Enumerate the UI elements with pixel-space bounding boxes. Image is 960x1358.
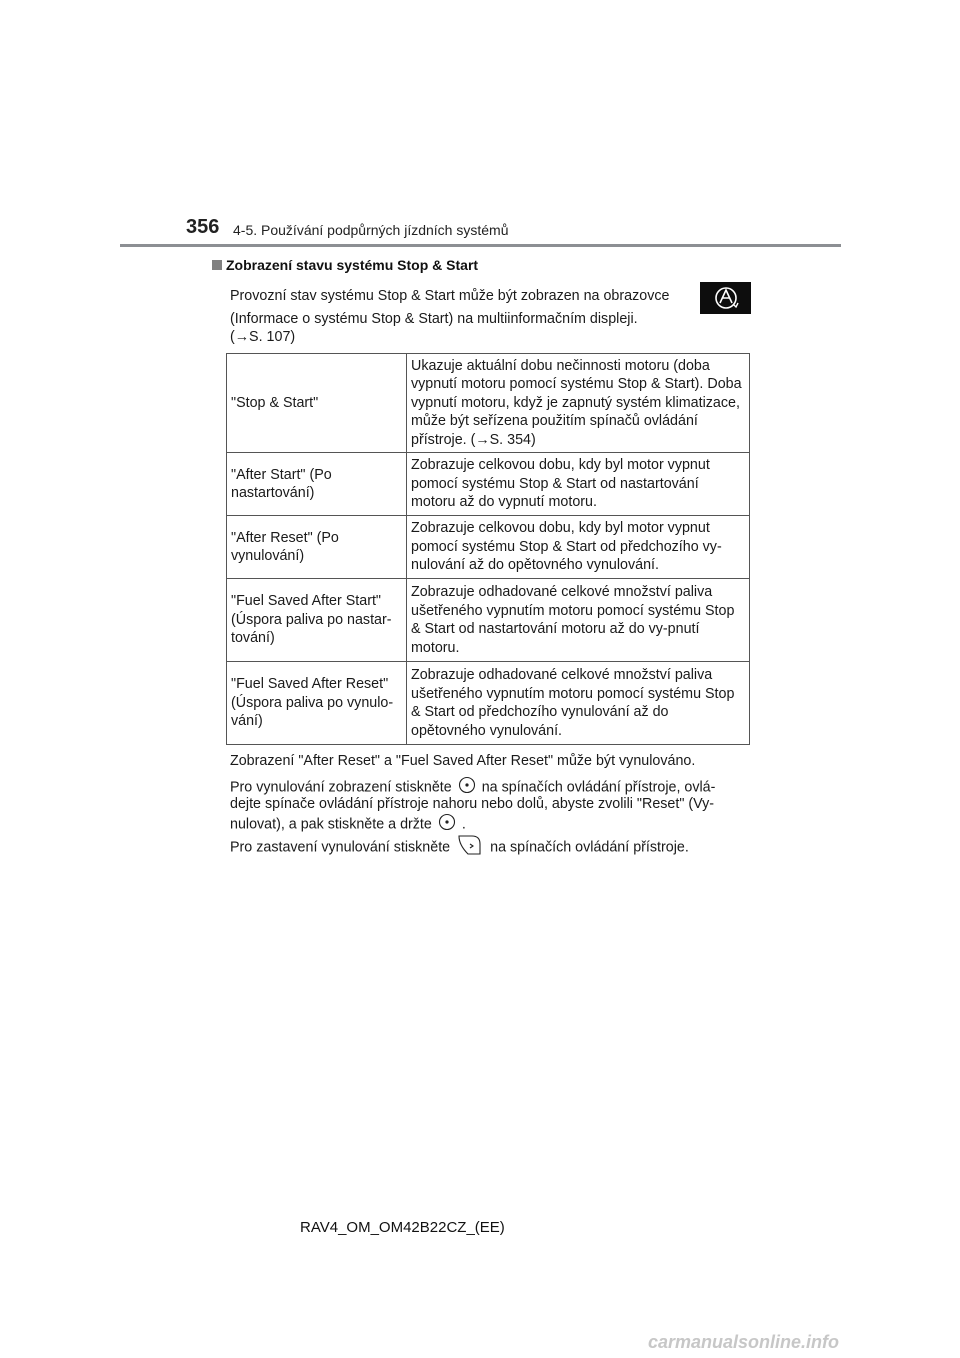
- back-button-icon: [456, 834, 484, 862]
- table-cell-desc: Zobrazuje celkovou dobu, kdy byl motor vypnut pomocí systému Stop & Start od nastartování motoru až do vypnutí motoru.: [407, 453, 750, 516]
- reset-note: Zobrazení "After Reset" a "Fuel Saved After Reset" může být vynulováno.: [230, 753, 696, 769]
- reset-text-e: .: [461, 816, 466, 833]
- table-cell-label: "Stop & Start": [227, 354, 407, 453]
- table-row: [227, 516, 750, 579]
- intro-line-3: (→S. 107): [230, 329, 296, 345]
- table-cell-desc: Zobrazuje celkovou dobu, kdy byl motor vypnut pomocí systému Stop & Start od předchozího vy-nulování až do opětovného vynulování.: [407, 516, 750, 579]
- table-row: [227, 579, 750, 662]
- table-row: [227, 453, 750, 516]
- table-cell-desc: Zobrazuje odhadované celkové množství paliva ušetřeného vypnutím motoru pomocí systému Stop & Start od předchozího vynulování až do opětovného vynulování.: [407, 662, 750, 745]
- section-title: 4-5. Používání podpůrných jízdních systémů: [233, 222, 509, 238]
- page-number: 356: [186, 216, 220, 238]
- stop-start-info-table: [226, 353, 750, 745]
- subheading: [212, 257, 478, 273]
- reset-text-d: nulovat), a pak stiskněte a držte: [230, 816, 432, 833]
- stop-text-a: Pro zastavení vynulování stiskněte: [230, 839, 451, 856]
- header-rule: [120, 244, 841, 247]
- watermark: carmanualsonline.info: [648, 1332, 840, 1352]
- table-cell-label: "After Start" (Po nastartování): [227, 453, 407, 516]
- stop-reset-instruction: [230, 834, 755, 862]
- intro-line-2: (Informace o systému Stop & Start) na multiinformačním displeji.: [230, 311, 638, 327]
- ok-button-icon: [438, 813, 456, 837]
- reset-instruction-line-3: [230, 813, 755, 837]
- table-cell-label: "After Reset" (Po vynulování): [227, 516, 407, 579]
- table-cell-label: "Fuel Saved After Start" (Úspora paliva po nastar-tování): [227, 579, 407, 662]
- table-cell-desc: Ukazuje aktuální dobu nečinnosti motoru (doba vypnutí motoru pomocí systému Stop & Start). Doba vypnutí motoru, když je zapnutý systém klimatizace, může být seřízena použitím spínačů ovládání přístroje. (→S. 354): [407, 354, 750, 453]
- reset-text-b: na spínačích ovládání přístroje, ovlá-: [481, 779, 716, 796]
- table-cell-label: "Fuel Saved After Reset" (Úspora paliva po vynulo-vání): [227, 662, 407, 745]
- table-cell-desc: Zobrazuje odhadované celkové množství paliva ušetřeného vypnutím motoru pomocí systému Stop & Start od nastartování motoru až do vy-pnutí motoru.: [407, 579, 750, 662]
- reset-instruction-line-2: dejte spínače ovládání přístroje nahoru nebo dolů, abyste zvolili "Reset" (Vy-: [230, 796, 715, 812]
- stop-text-b: na spínačích ovládání přístroje.: [490, 839, 689, 856]
- reset-text-a: Pro vynulování zobrazení stiskněte: [230, 779, 452, 796]
- square-bullet-icon: [212, 260, 222, 270]
- manual-code: RAV4_OM_OM42B22CZ_(EE): [300, 1219, 505, 1236]
- subheading-text: Zobrazení stavu systému Stop & Start: [226, 257, 479, 273]
- intro-line-1: Provozní stav systému Stop & Start může být zobrazen na obrazovce: [230, 288, 670, 304]
- table-row: [227, 662, 750, 745]
- table-row: [227, 354, 750, 453]
